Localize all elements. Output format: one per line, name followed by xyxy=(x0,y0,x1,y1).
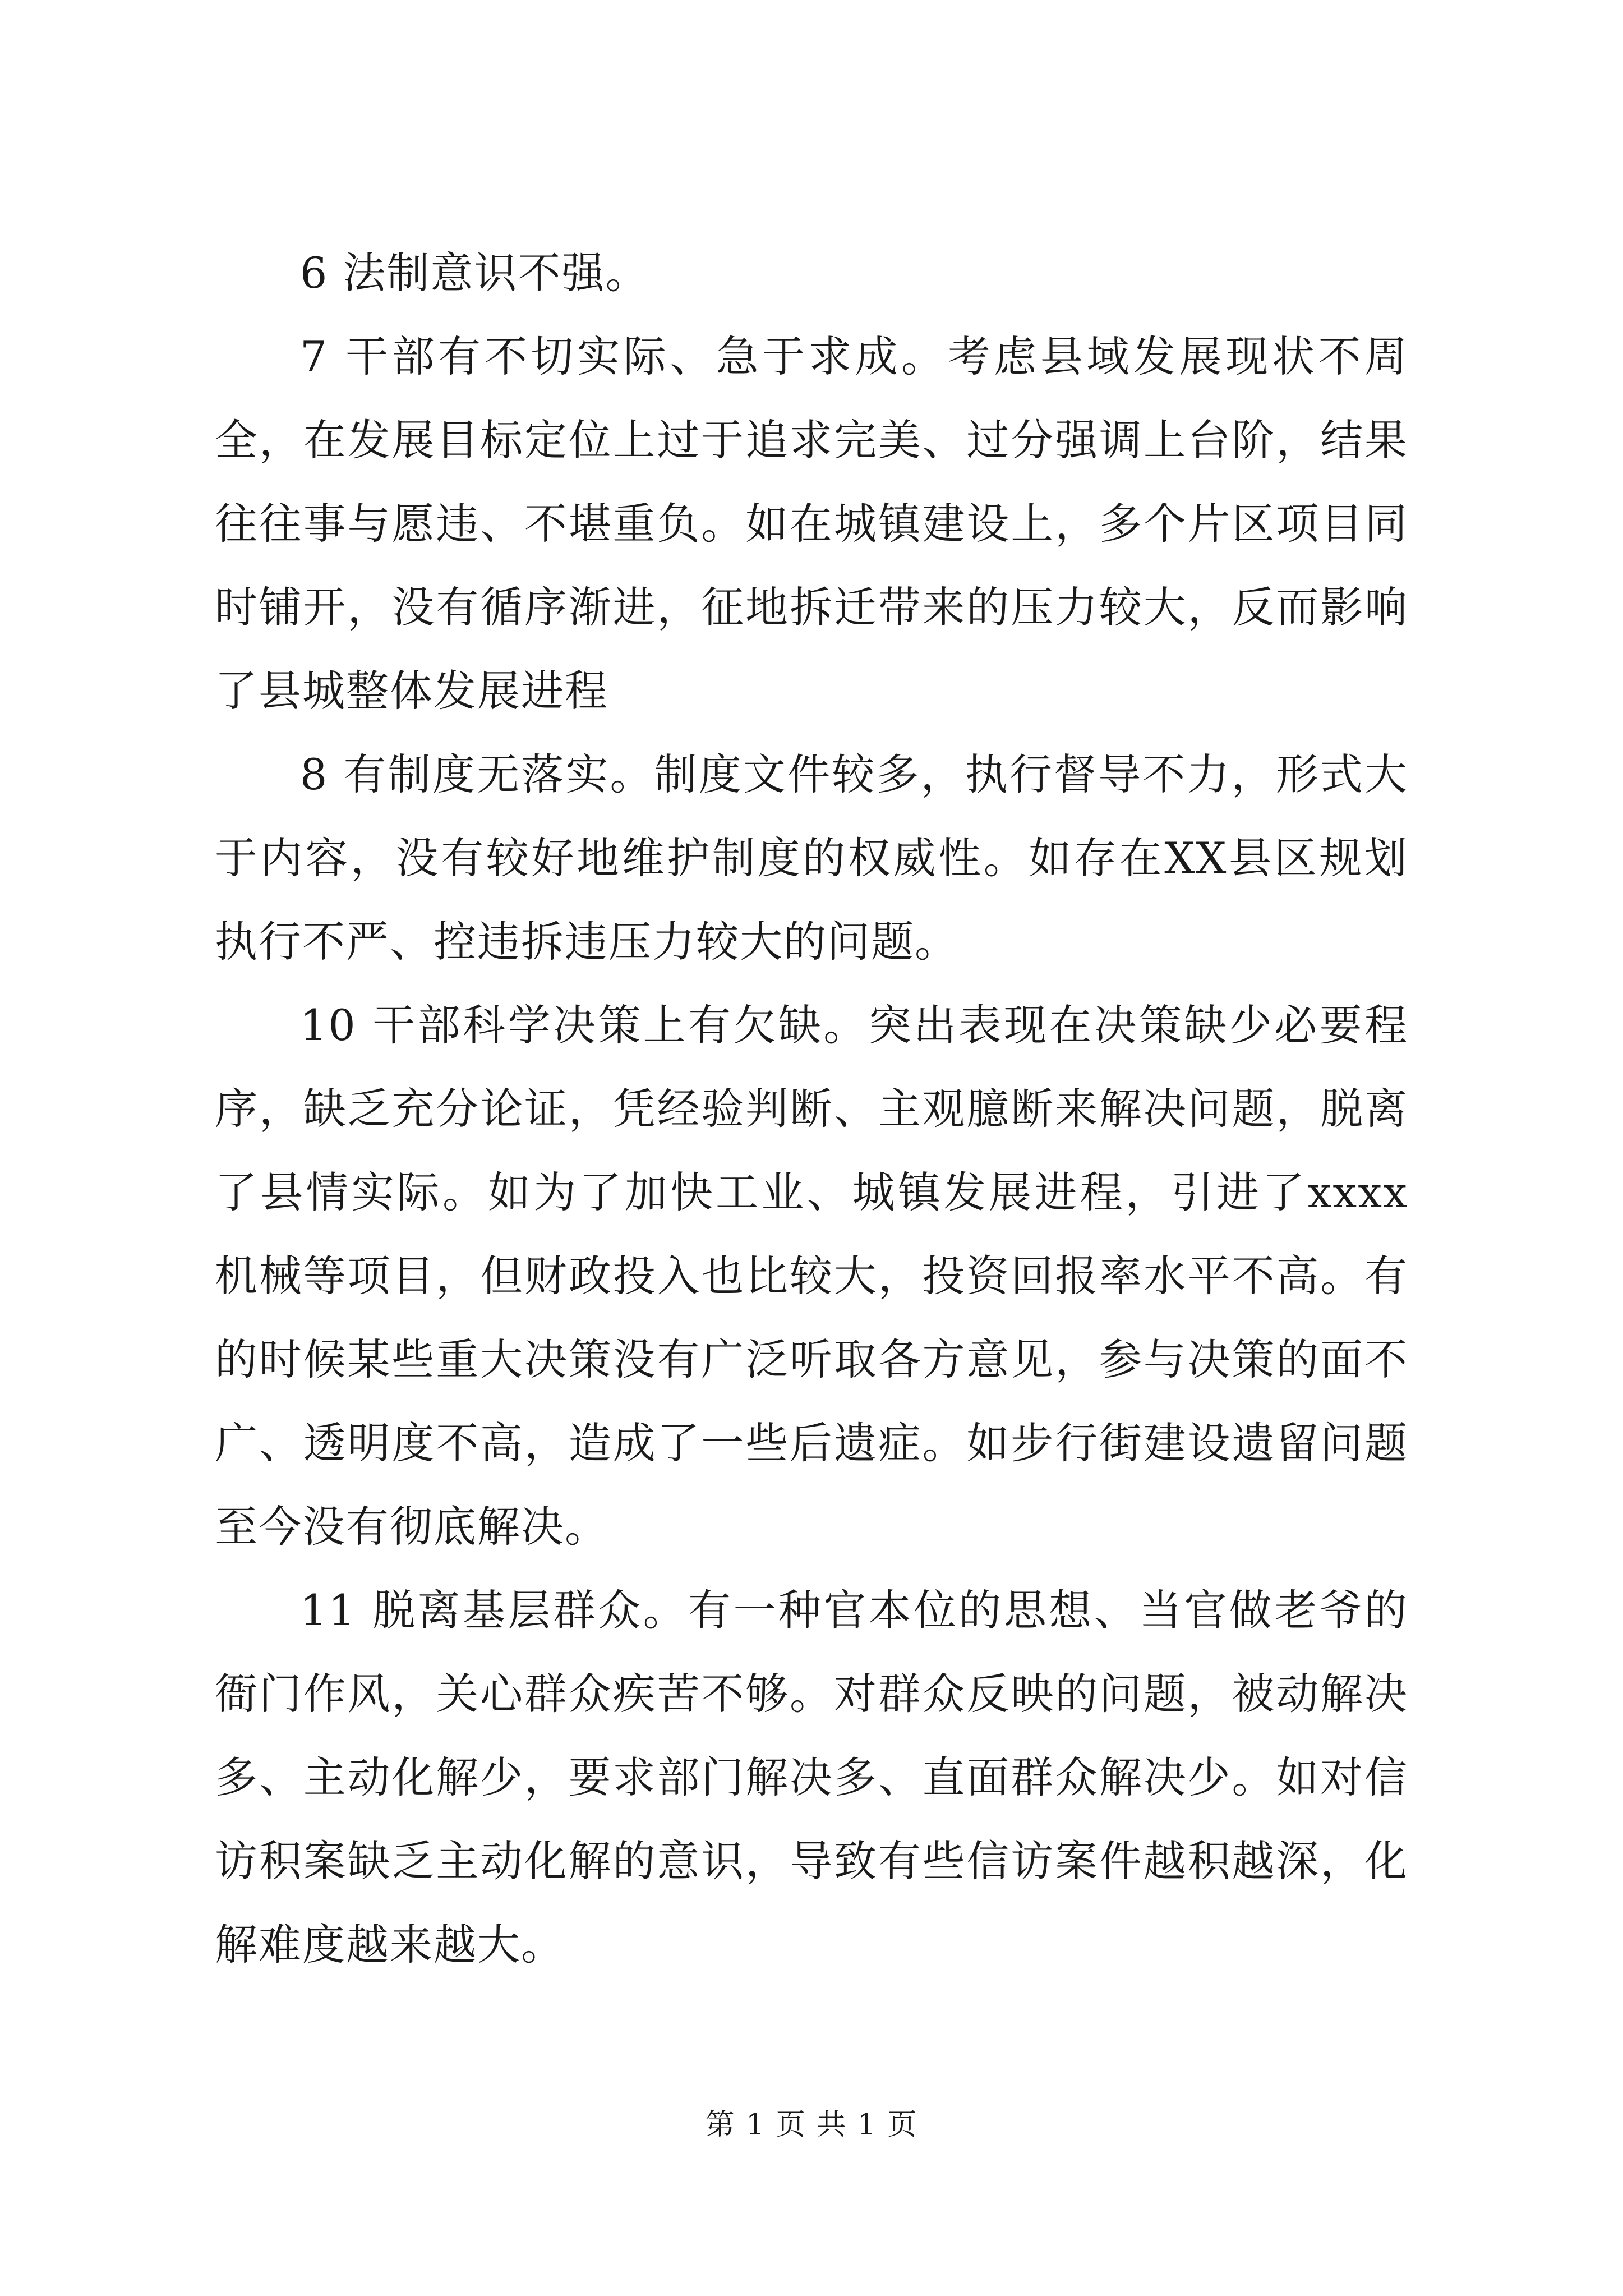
page-footer: 第 1 页 共 1 页 xyxy=(705,2108,918,2142)
document-body xyxy=(215,231,1408,1986)
paragraph-6: 6 法制意识不强。 xyxy=(300,248,649,298)
paragraph-7: 7 干部有不切实际、急于求成。考虑县域发展现状不周全，在发展目标定位上过于追求完美、过分强调上台阶，结果往往事与愿违、不堪重负。如在城镇建设上，多个片区项目同时铺开，没有循序渐进，征地拆迁带来的压力较大，反而影响了县城整体发展进程 xyxy=(215,332,1408,716)
paragraph-11: 11 脱离基层群众。有一种官本位的思想、当官做老爷的衙门作风，关心群众疾苦不够。对群众反映的问题，被动解决多、主动化解少，要求部门解决多、直面群众解决少。如对信访积案缺乏主动化解的意识，导致有些信访案件越积越深，化解难度越来越大。 xyxy=(215,1585,1408,1970)
paragraph-10: 10 干部科学决策上有欠缺。突出表现在决策缺少必要程序，缺乏充分论证，凭经验判断、主观臆断来解决问题，脱离了县情实际。如为了加快工业、城镇发展进程，引进了xxxx机械等项目，但财政投入也比较大，投资回报率水平不高。有的时候某些重大决策没有广泛听取各方意见，参与决策的面不广、透明度不高，造成了一些后遗症。如步行街建设遗留问题至今没有彻底解决。 xyxy=(215,1000,1408,1552)
paragraph-8: 8 有制度无落实。制度文件较多，执行督导不力，形式大于内容，没有较好地维护制度的权威性。如存在XX县区规划执行不严、控违拆违压力较大的问题。 xyxy=(215,749,1408,967)
